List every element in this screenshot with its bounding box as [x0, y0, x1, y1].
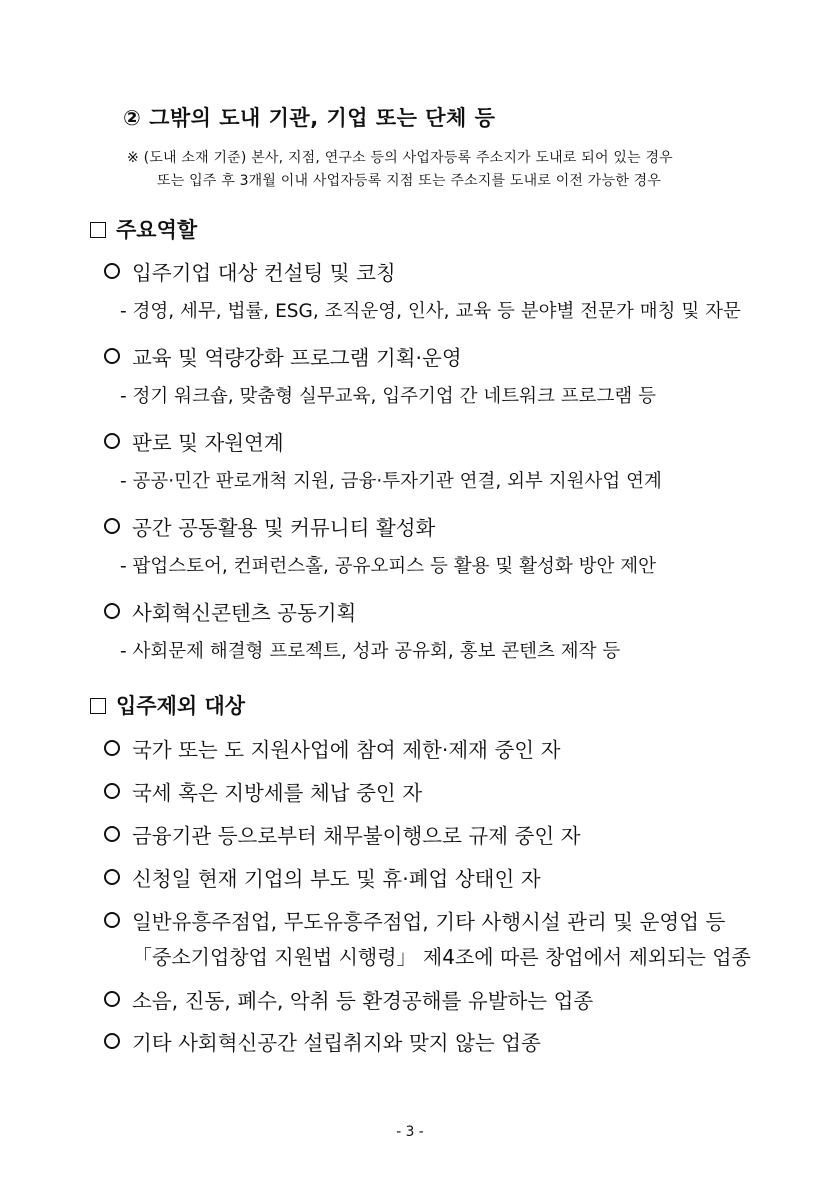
list-item: 일반유흥주점업, 무도유흥주점업, 기타 사행시설 관리 및 운영업 등	[104, 905, 725, 935]
list-item: 기타 사회혁신공간 설립취지와 맞지 않는 업종	[104, 1026, 541, 1056]
list-item-detail: - 공공·민간 판로개척 지원, 금융·투자기관 연결, 외부 지원사업 연계	[120, 471, 662, 492]
square-bullet-icon	[90, 222, 106, 238]
sub-heading: ② 그밖의 도내 기관, 기업 또는 단체 등	[123, 106, 496, 130]
list-item-detail: - 경영, 세무, 법률, ESG, 조직운영, 인사, 교육 등 분야별 전문가 매칭 및 자문	[120, 301, 741, 322]
circle-bullet-icon	[104, 603, 120, 619]
list-item: 소음, 진동, 폐수, 악취 등 환경공해를 유발하는 업종	[104, 984, 593, 1014]
list-item: 공간 공동활용 및 커뮤니티 활성화	[104, 511, 435, 541]
list-item: 금융기관 등으로부터 채무불이행으로 규제 중인 자	[104, 819, 580, 849]
circle-bullet-icon	[104, 518, 120, 534]
section-title: 주요역할	[116, 218, 198, 242]
note-line-2: 또는 입주 후 3개월 이내 사업자등록 지점 또는 주소지를 도내로 이전 가능한 경우	[157, 173, 662, 189]
circle-bullet-icon	[104, 348, 120, 364]
circle-bullet-icon	[104, 783, 120, 799]
section-heading-exclusions	[90, 690, 245, 720]
list-item: 입주기업 대상 컨설팅 및 코칭	[104, 256, 396, 286]
list-item-detail: - 정기 워크숍, 맞춤형 실무교육, 입주기업 간 네트워크 프로그램 등	[120, 386, 657, 407]
circle-bullet-icon	[104, 991, 120, 1007]
note-line-1: ※ (도내 소재 기준) 본사, 지점, 연구소 등의 사업자등록 주소지가 도내로 되어 있는 경우	[127, 150, 673, 166]
square-bullet-icon	[90, 698, 106, 714]
page-number: - 3 -	[396, 1124, 424, 1140]
list-item-continuation: 「중소기업창업 지원법 시행령」 제4조에 따른 창업에서 제외되는 업종	[132, 945, 751, 969]
circle-bullet-icon	[104, 826, 120, 842]
section-title: 입주제외 대상	[116, 694, 246, 718]
list-item: 사회혁신콘텐츠 공동기획	[104, 596, 356, 626]
list-item: 교육 및 역량강화 프로그램 기획·운영	[104, 341, 462, 371]
list-item: 국가 또는 도 지원사업에 참여 제한·제재 중인 자	[104, 733, 560, 763]
circle-bullet-icon	[104, 263, 120, 279]
list-item: 국세 혹은 지방세를 체납 중인 자	[104, 776, 422, 806]
list-item-detail: - 팝업스토어, 컨퍼런스홀, 공유오피스 등 활용 및 활성화 방안 제안	[120, 556, 657, 577]
circle-bullet-icon	[104, 1033, 120, 1049]
circle-bullet-icon	[104, 912, 120, 928]
circle-bullet-icon	[104, 433, 120, 449]
circle-bullet-icon	[104, 740, 120, 756]
list-item-detail: - 사회문제 해결형 프로젝트, 성과 공유회, 홍보 콘텐츠 제작 등	[120, 641, 621, 662]
list-item: 판로 및 자원연계	[104, 426, 284, 456]
circle-bullet-icon	[104, 869, 120, 885]
section-heading-roles	[90, 214, 197, 244]
list-item: 신청일 현재 기업의 부도 및 휴·폐업 상태인 자	[104, 862, 541, 892]
